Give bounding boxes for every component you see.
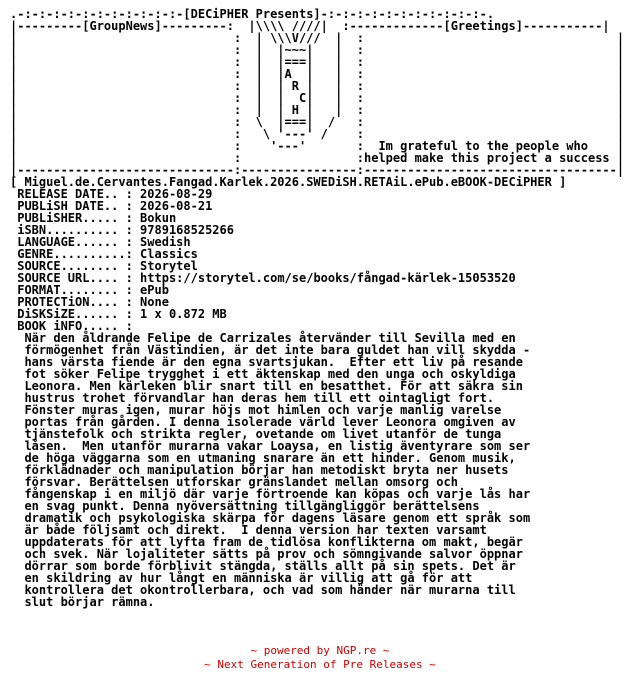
field-label: BOOK iNFO..... : (10, 319, 141, 333)
field-label: PUBLiSHER..... : (10, 211, 141, 225)
nfo-header-line: | : '---' : Im grateful to the people who | (10, 139, 625, 153)
description-line: är både följsamt och direkt. I denna version har texten varsamt (10, 523, 487, 537)
description-line: kontrollera det okontrollerbara, och vad som händer när murarna till (10, 583, 516, 597)
field-label: PROTECTiON.... : (10, 295, 141, 309)
description-line: När den åldrande Felipe de Carrizales återvänder till Sevilla med en (10, 331, 516, 345)
nfo-header-line: |------------------------------:----------------:-----------------------------------| (10, 163, 625, 177)
nfo-header-line: | : \ '---' / : | (10, 127, 625, 141)
description-line: en svag punkt. Denna nyöversättning tillgängliggör berättelsens (10, 499, 480, 513)
nfo-header-line: | : | |~~~| | : | (10, 43, 625, 57)
description-line: Leonora. Men kärleken blir snart till en besatthet. För att säkra sin (10, 379, 523, 393)
field-label: SOURCE URL.... : (10, 271, 141, 285)
field-value: 2026-08-21 (140, 199, 213, 213)
nfo-header-line: | : | | H | | : | (10, 103, 625, 117)
description-line: en skildring av hur långt en människa är villig att gå för att (10, 571, 473, 585)
field-value: None (140, 295, 169, 309)
footer-tagline: ~ Next Generation of Pre Releases ~ (204, 658, 436, 671)
release-name: [ Miguel.de.Cervantes.Fangad.Karlek.2026.SWEDiSH.RETAiL.ePub.eBOOK-DECiPHER ] (10, 175, 567, 189)
description-line: tjänstefolk och strikta regler, ovetande om livet utanför de tunga (10, 427, 502, 441)
description-line: hustrus trohet förvandlar han deras hem till ett ointagligt fort. (10, 391, 495, 405)
field-value: ePub (140, 283, 169, 297)
description-line: fångenskap i en miljö där varje förtroende kan köpas och varje lås har (10, 487, 531, 501)
nfo-header-line: | : \ |===| / : | (10, 115, 625, 129)
field-label: PUBLiSH DATE.. : (10, 199, 141, 213)
nfo-header-line: | : | | R | | : | (10, 79, 625, 93)
description-line: försvar. Berättelsen utforskar gränslandet mellan omsorg och (10, 475, 458, 489)
field-value: Storytel (140, 259, 198, 273)
footer-powered-by: ~ powered by NGP.re ~ (250, 644, 390, 657)
field-value: Bokun (140, 211, 177, 225)
field-value: 1 x 0.872 MB (140, 307, 227, 321)
description-line: Fönster muras igen, murar höjs mot himlen och varje manlig varelse (10, 403, 502, 417)
field-label: GENRE..........: (10, 247, 141, 261)
description-line: förklädnader och manipulation börjar han metodiskt bryta ner husets (10, 463, 509, 477)
description-line: dramatik och psykologiska skärpa för dagens läsare genom ett språk som (10, 511, 531, 525)
field-label: RELEASE DATE.. : (10, 187, 141, 201)
description-line: hans värsta fiende är den egna svartsjukan. Efter ett liv på resande (10, 355, 523, 369)
description-line: slut börjar rämna. (10, 595, 155, 609)
field-label: SOURCE........ : (10, 259, 141, 273)
nfo-text (10, 8, 624, 608)
field-value: 9789168525266 (140, 223, 234, 237)
description-line: de höga väggarna som en utmaning snarare än ett hinder. Genom musik, (10, 451, 516, 465)
description-line: låsen. Men utanför murarna vakar Loaysa, en listig äventyrare som ser (10, 439, 531, 453)
field-label: LANGUAGE...... : (10, 235, 141, 249)
nfo-header-line: | : :helped make this project a success | (10, 151, 625, 165)
field-value: Swedish (140, 235, 191, 249)
nfo-header-line: | : | |===| | : | (10, 55, 625, 69)
field-label: DiSKSiZE...... : (10, 307, 141, 321)
description-line: portas från gården. I denna isolerade värld lever Leonora omgiven av (10, 415, 516, 429)
field-label: FORMAT........ : (10, 283, 141, 297)
nfo-header-line: | : | |A | | : | (10, 67, 625, 81)
field-value: 2026-08-29 (140, 187, 213, 201)
nfo-header-line: |---------[GroupNews]---------: |\\\\ ////| :-------------[Greetings]-----------| (10, 19, 610, 33)
source-url: https://storytel.com/se/books/fångad-kärlek-15053520 (140, 271, 516, 285)
description-line: uppdaterats för att lyfta fram de tidlösa konflikterna om makt, begär (10, 535, 523, 549)
description-line: dörrar som borde förblivit stängda, ställs allt på sin spets. Det är (10, 559, 516, 573)
description-line: förmögenhet från Västindien, är det inte bara guldet han vill skydda - (10, 343, 531, 357)
nfo-header-line: .-:-:-:-:-:-:-:-:-:-:-:-[DECiPHER Presents]-:-:-:-:-:-:-:-:-:-:-:-. (10, 7, 495, 21)
field-label: iSBN.......... : (10, 223, 141, 237)
description-line: fot söker Felipe trygghet i ett äktenskap med den unga och oskyldiga (10, 367, 516, 381)
nfo-header-line: | : | \\\V/// | : | (10, 31, 625, 45)
nfo-header-line: | : | | C| | : | (10, 91, 625, 105)
description-line: och svek. När lojaliteter sätts på prov och sömngivande salvor öppnar (10, 547, 523, 561)
field-value: Classics (140, 247, 198, 261)
